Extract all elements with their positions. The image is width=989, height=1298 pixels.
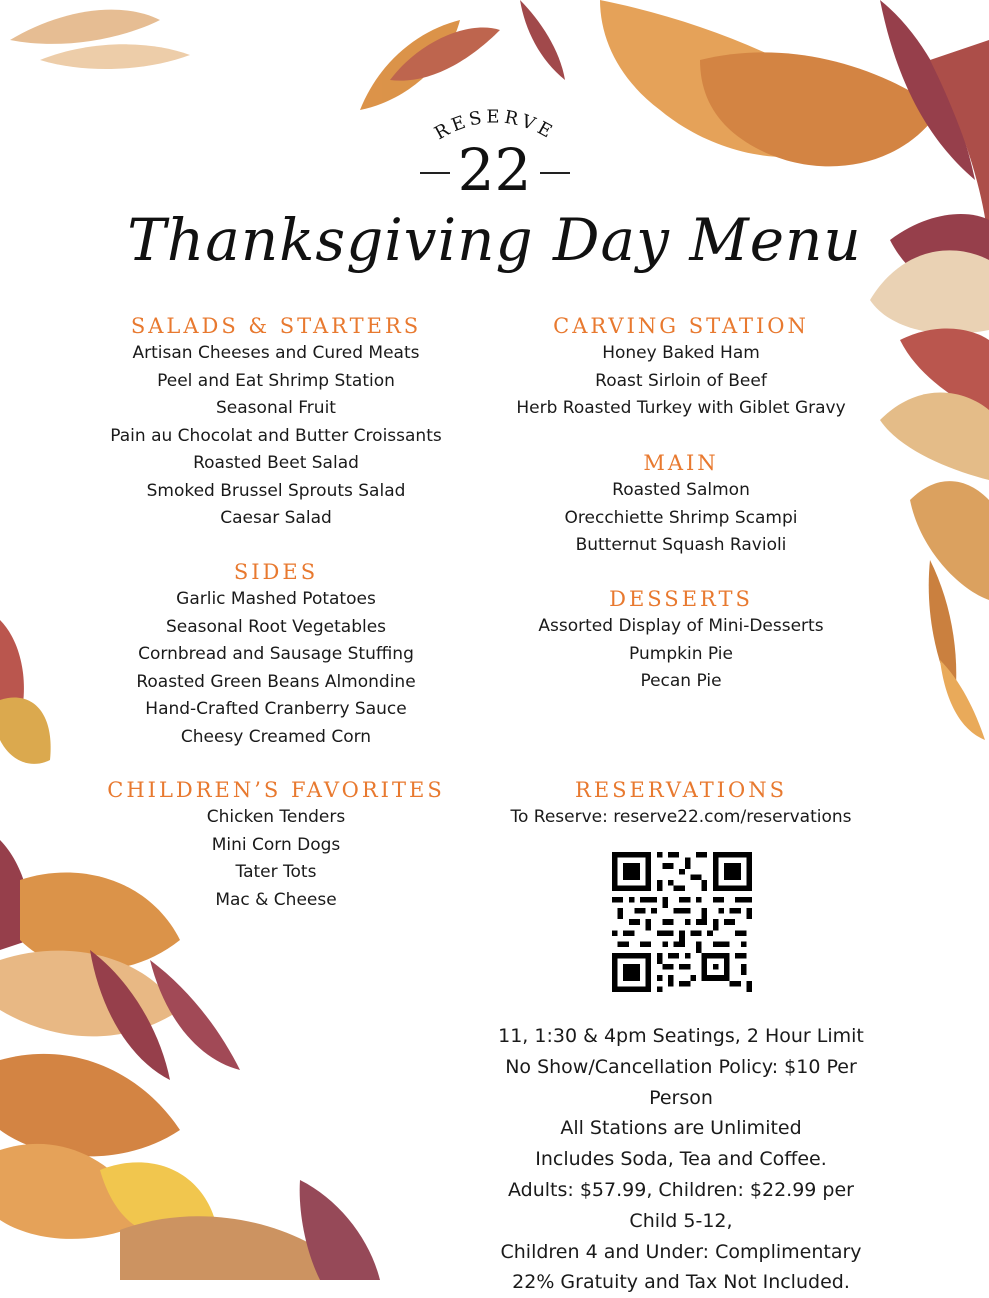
- menu-item: Butternut Squash Ravioli: [575, 535, 787, 555]
- menu-item: Garlic Mashed Potatoes: [176, 589, 376, 609]
- menu-item: Seasonal Root Vegetables: [165, 616, 387, 637]
- menu-item: Smoked Brussel Sprouts Salad: [146, 480, 406, 501]
- menu-item: Honey Baked Ham: [602, 343, 760, 363]
- menu-item: Herb Roasted Turkey with Giblet Gravy: [516, 398, 846, 418]
- menu-item: Hand-Crafted Cranberry Sauce: [145, 699, 407, 719]
- section-heading: CHILDREN’S FAVORITES: [107, 778, 445, 802]
- menu-item: Pumpkin Pie: [629, 643, 733, 664]
- menu-item: Seasonal Fruit: [216, 398, 336, 418]
- info-line: Includes Soda, Tea and Coffee.: [535, 1148, 827, 1171]
- info-line: 11, 1:30 & 4pm Seatings, 2 Hour Limit: [498, 1025, 864, 1047]
- menu-item: Roasted Salmon: [612, 480, 750, 500]
- menu-item: Tater Tots: [235, 862, 317, 882]
- menu-item: Artisan Cheeses and Cured Meats: [132, 343, 420, 363]
- section-reservations: [486, 776, 876, 832]
- section-heading: MAIN: [643, 451, 719, 475]
- menu-item: Assorted Display of Mini-Desserts: [538, 616, 824, 636]
- menu-item: Mac & Cheese: [215, 889, 337, 910]
- info-line: Children 4 and Under: Complimentary: [500, 1240, 862, 1263]
- menu-item: Mini Corn Dogs: [211, 834, 341, 855]
- menu-item: Cheesy Creamed Corn: [180, 726, 372, 747]
- qr-code-icon[interactable]: [612, 852, 752, 992]
- menu-item: Pecan Pie: [640, 671, 722, 691]
- svg-text:RESERVE: RESERVE: [431, 106, 559, 145]
- menu-item: Roasted Beet Salad: [193, 453, 359, 473]
- section-heading: CARVING STATION: [553, 314, 809, 338]
- section-childrens-favorites: [80, 776, 472, 914]
- section-heading: DESSERTS: [609, 587, 753, 611]
- info-line: Adults: $57.99, Children: $22.99 per Child 5-12,: [508, 1178, 854, 1232]
- menu-item: Chicken Tenders: [206, 807, 346, 827]
- section-salads: [80, 312, 472, 533]
- info-line: 22% Gratuity and Tax Not Included.: [512, 1271, 850, 1294]
- logo-number: 22: [457, 136, 532, 204]
- menu-item: Roasted Green Beans Almondine: [136, 671, 416, 692]
- info-line: No Show/Cancellation Policy: $10 Per Person: [505, 1055, 857, 1109]
- info-line: All Stations are Unlimited: [560, 1117, 802, 1140]
- menu-item: Peel and Eat Shrimp Station: [157, 370, 395, 391]
- section-heading: SIDES: [233, 560, 319, 584]
- menu-item: Orecchiette Shrimp Scampi: [564, 507, 798, 528]
- menu-item: Pain au Chocolat and Butter Croissants: [110, 425, 442, 446]
- reservation-details: [486, 1021, 876, 1298]
- section-carving-station: [486, 312, 876, 423]
- reservation-link[interactable]: To Reserve: reserve22.com/reservations: [510, 807, 852, 827]
- section-heading: RESERVATIONS: [575, 778, 787, 802]
- section-heading: SALADS & STARTERS: [130, 314, 422, 338]
- section-sides: [80, 558, 472, 751]
- section-main: [486, 449, 876, 560]
- menu-title: Thanksgiving Day Menu: [127, 206, 862, 274]
- leaf-icon: [10, 10, 160, 44]
- section-desserts: [486, 585, 876, 696]
- menu-item: Cornbread and Sausage Stuffing: [138, 644, 414, 664]
- menu-item: Roast Sirloin of Beef: [595, 370, 767, 391]
- menu-item: Caesar Salad: [220, 508, 332, 528]
